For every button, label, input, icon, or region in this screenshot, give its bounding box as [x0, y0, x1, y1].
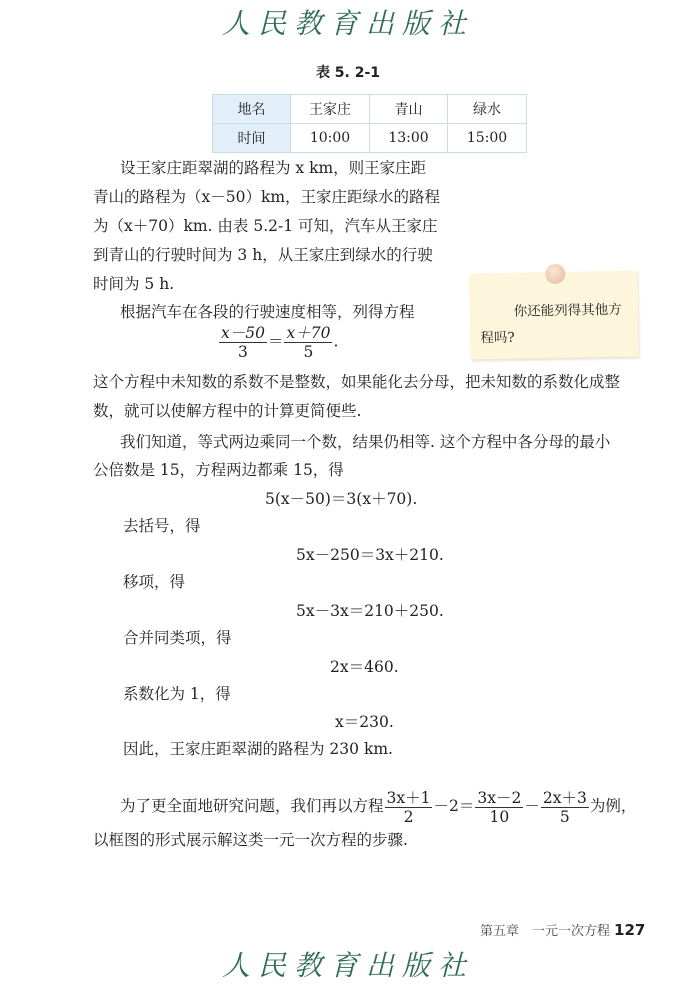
table-cell: 绿水 [448, 95, 527, 124]
paragraph-3-line-1: 这个方程中未知数的系数不是整数，如果能化去分母，把未知数的系数化成整 [93, 373, 621, 391]
paragraph-1-line-2: 青山的路程为（x－50）km，王家庄距绿水的路程 [93, 188, 441, 206]
pushpin-icon [545, 264, 565, 284]
side-note-card [469, 271, 638, 360]
table-cell: 10:00 [291, 124, 370, 153]
conclusion: 因此，王家庄距翠湖的路程为 230 km. [123, 740, 393, 758]
table-cell: 青山 [370, 95, 448, 124]
step-remove-brackets: 去括号，得 [123, 517, 201, 535]
fraction: $\frac{x-50}{3}$ [221, 324, 265, 361]
step-transpose: 移项，得 [123, 573, 186, 591]
fraction: $\frac{3x-2}{10}$ [477, 788, 522, 826]
publisher-logo-bottom: 人民教育出版社 [221, 949, 474, 982]
paragraph-5-line-1: 为了更全面地研究问题，我们再以方程 $\frac{3x+1}{2}$ －2＝ $\frac{3x-2}{10}$ － $\frac{2x+3}{5}$ 为例， [120, 788, 637, 826]
table-caption: 表 5. 2-1 [315, 65, 381, 81]
table-cell: 王家庄 [291, 95, 370, 124]
page-footer [480, 920, 645, 939]
table-cell: 13:00 [370, 124, 448, 153]
step-coefficient-to-one: 系数化为 1，得 [123, 685, 231, 703]
equation-1: $\frac{x-50}{3}$ ＝ $\frac{x+70}{5}$ . [221, 324, 339, 361]
side-note-text: 你还能列得其他方程吗? [480, 301, 622, 347]
fraction: $\frac{2x+3}{5}$ [542, 788, 587, 826]
fraction: $\frac{x+70}{5}$ [286, 324, 331, 361]
table-row [213, 95, 527, 124]
equation-5: 2x＝460. [330, 658, 399, 676]
paragraph-1-line-3: 为（x＋70）km. 由表 5.2-1 可知，汽车从王家庄 [93, 217, 438, 235]
equation-2: 5(x－50)＝3(x＋70). [265, 490, 418, 508]
table-cell: 15:00 [448, 124, 527, 153]
equation-6: x＝230. [335, 713, 394, 731]
paragraph-1-line-4: 到青山的行驶时间为 3 h，从王家庄到绿水的行驶 [93, 246, 433, 264]
schedule-table [212, 94, 527, 153]
publisher-logo-top: 人民教育出版社 [221, 7, 474, 40]
paragraph-3-line-2: 数，就可以使解方程中的计算更简便些. [93, 402, 362, 420]
table-header-cell: 地名 [213, 95, 291, 124]
paragraph-4-line-1: 我们知道，等式两边乘同一个数，结果仍相等. 这个方程中各分母的最小 [120, 433, 611, 451]
equation-4: 5x－3x＝210＋250. [296, 602, 444, 620]
paragraph-1-line-5: 时间为 5 h. [93, 275, 175, 293]
fraction: $\frac{3x+1}{2}$ [386, 788, 431, 826]
paragraph-4-line-2: 公倍数是 15，方程两边都乘 15，得 [93, 461, 344, 479]
page-number: 127 [614, 921, 646, 939]
table-header-cell: 时间 [213, 124, 291, 153]
step-combine-like-terms: 合并同类项，得 [123, 629, 232, 647]
equation-3: 5x－250＝3x＋210. [296, 546, 444, 564]
paragraph-1-line-1: 设王家庄距翠湖的路程为 x km，则王家庄距 [120, 159, 427, 177]
paragraph-2: 根据汽车在各段的行驶速度相等，列得方程 [120, 303, 415, 321]
paragraph-5-line-2: 以框图的形式展示解这类一元一次方程的步骤. [93, 831, 408, 849]
table-row [213, 124, 527, 153]
chapter-title: 第五章 一元一次方程 [480, 924, 611, 939]
